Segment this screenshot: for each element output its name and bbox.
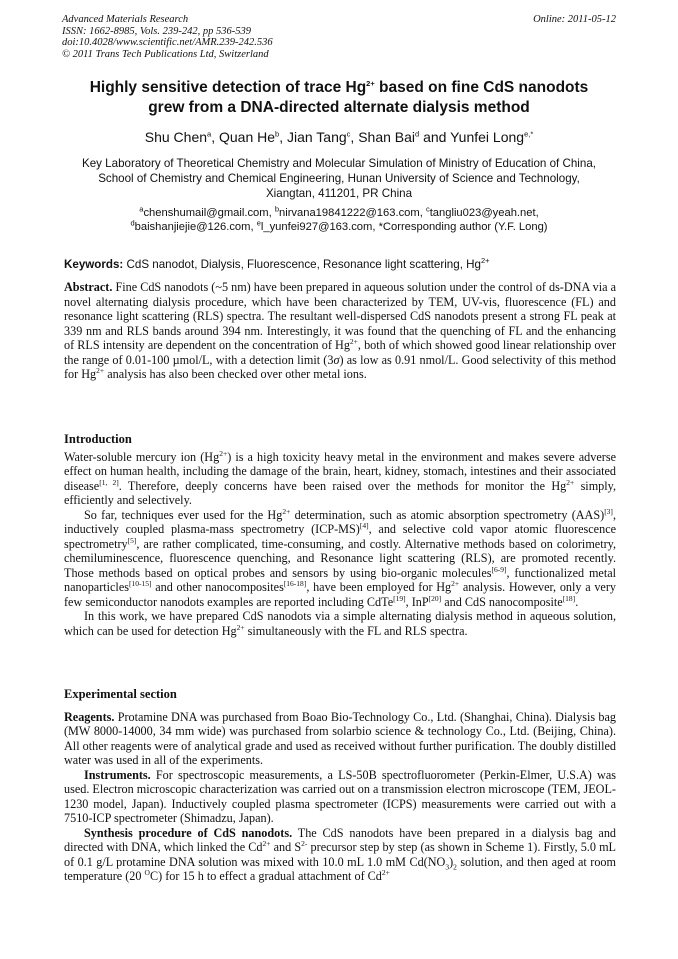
section-heading: Introduction	[64, 432, 132, 446]
paper-title: Highly sensitive detection of trace $Hg^{2+}$ based on fine CdS nanodots grew from a DNA-directed alternate dialysis method	[89, 78, 589, 116]
author: Shan Bai	[358, 129, 416, 145]
email-link[interactable]: baishanjiejie@126.com	[134, 221, 251, 233]
online-date: Online: 2011-05-12	[533, 14, 616, 25]
email-link[interactable]: tangliu023@yeah.net	[429, 207, 536, 219]
affiliation: Key Laboratory of Theoretical Chemistry and Molecular Simulation of Ministry of Education of China, School of Chemistry and Chemical Engineering, Hunan University of Science and Technology, Xiangtan, 411201, PR China	[81, 157, 597, 200]
keywords: Keywords: CdS nanodot, Dialysis, Fluorescence, Resonance light scattering, $Hg^{2+}$	[64, 256, 490, 271]
author: Quan He	[218, 129, 276, 145]
section-heading: Experimental section	[64, 687, 177, 701]
copyright: © 2011 Trans Tech Publications Ltd, Switzerland	[62, 48, 269, 60]
introduction-section: Introduction Water-soluble mercury ion $(Hg^{2+})$ is a high toxicity heavy metal in the environment and makes severe adverse effect on human health, including the damage of the brain, heart, kidney, stomach, intestines and their associated disease[1, 2]. Therefore, deeply concerns have been raised over the methods for monitor the $Hg^{2+}$ simply, efficiently and selectively. So far, techniques ever used for the $Hg^{2+}$ determination, such as atomic absorption spectrometry (AAS)[3], inductively coupled plasma-mass spectrometry (ICP-MS)[4], and selective cold vapor atomic fluorescence spectrometry[5], are rather complicated, time-consuming, and costly. Alternative methods based on colorimetry, chemiluminescence, fluorescence quenching, and Resonance light scattering (RLS), are promoted recently. Those methods based on optical probes and sensors by using bio-organic molecules[6-9], functionalized metal nanoparticles[10-15] and other nanocomposites[16-18], have been employed for $Hg^{2+}$ analysis. However, only a very few semiconductor nanodots examples are reported including CdTe[19], InP[20] and CdS nanocomposite[18]. In this work, we have prepared CdS nanodots via a simple alternating dialysis method in aqueous solution, which can be used for detection $Hg^{2+}$ simultaneously with the FL and RLS spectra.	[64, 432, 617, 638]
author: Jian Tang	[286, 129, 347, 145]
experimental-section: Experimental section Reagents. Protamine DNA was purchased from Boao Bio-Technology Co., Ltd. (Shanghai, China). Dialysis bag (MW 8000-14000, 34 mm wide) was purchased from solarbio science & technology Co., Ltd. (Beijing, China). All other reagents were of analytical grade and used as received without further purification. The doubly distilled water was used in all of the experiments. Instruments. For spectroscopic measurements, a LS-50B spectrofluorometer (Perkin-Elmer, U.S.A) was used. Electron microscopic characterization was carried out on a transmission electron microscope (TEM, JEOL-1230 model, Japan). Inductively coupled plasma spectrometer (ICPS) measurements were carried out with a 7510-ICP spectrometer (Shimadzu, Japan). Synthesis procedure of CdS nanodots. The CdS nanodots have been prepared in a dialysis bag and directed with DNA, which linked the $Cd^{2+}$ and $S^{2-}$ precursor step by step (as shown in Scheme 1). Firstly, 5.0 mL of 0.1 g/L protamine DNA solution was mixed with 10.0 mL 1.0 mM $Cd(NO_3)_2$ solution, and then aged at room temperature (20 $^O$C) for 15 h to effect a gradual attachment of $Cd^{2+}$	[64, 687, 617, 883]
journal-header	[62, 14, 616, 60]
email-link[interactable]: nirvana19841222@163.com	[278, 207, 420, 219]
email-link[interactable]: l_yunfei927@163.com	[260, 221, 373, 233]
email-link[interactable]: chenshumail@gmail.com	[143, 207, 269, 219]
author-list: Shu Chen$^a$, Quan He$^b$, Jian Tang$^c$, Shan Bai$^d$ and Yunfei Long$^{e,*}$	[144, 129, 534, 145]
doi: doi:10.4028/www.scientific.net/AMR.239-242.536	[62, 37, 273, 48]
author: Shu Chen	[144, 129, 208, 145]
journal-name: Advanced Materials Research	[62, 14, 189, 25]
issn: ISSN: 1662-8985, Vols. 239-242, pp 536-539	[62, 25, 251, 37]
author-emails: $^a$chenshumail@gmail.com, $^b$nirvana19841222@163.com, $^c$tangliu023@yeah.net, $^d$baishanjiejie@126.com, $^e$l_yunfei927@163.com, *Corresponding author (Y.F. Long)	[130, 204, 548, 233]
abstract: Abstract. Fine CdS nanodots (~5 nm) have been prepared in aqueous solution under the control of ds-DNA via a novel alternating dialysis procedure, which have been characterized by TEM, UV-vis, fluorescence (FL) and resonance light scattering (RLS) spectra. The resultant well-dispersed CdS nanodots present a strong FL peak at 339 nm and RLS bands around 394 nm. Interestingly, it was found that the quenching of FL and the enhancing of RLS intensity are dependent on the concentration of $Hg^{2+}$, both of which showed good linear relationship over the range of 0.01-100 µmol/L, with a detection limit (3σ) as low as 0.91 nmol/L. Good selectivity of this method for $Hg^{2+}$ analysis has also been checked over other metal ions.	[64, 280, 617, 381]
author: Yunfei Long	[450, 129, 525, 145]
